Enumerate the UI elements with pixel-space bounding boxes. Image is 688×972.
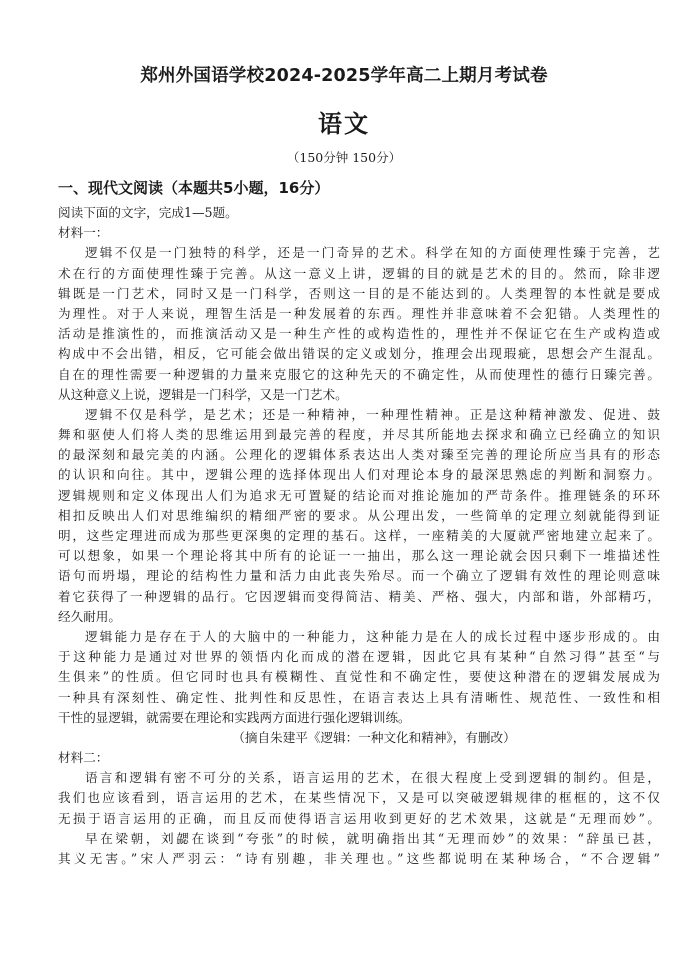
paragraph-line: 自在的理性需要一种逻辑的力量来克服它的这种先天的不确定性，从而使理性的德行日臻完善。 <box>58 366 660 382</box>
paragraph-line: 我们也应该看到，语言运用的艺术，在某些情况下，又是可以突破逻辑规律的框框的，这不仅 <box>58 790 660 806</box>
material1-label: 材料一： <box>58 225 109 241</box>
paragraph-line: 舞和驱使人们将人类的思维运用到最完善的程度，并尽其所能地去探求和确立已经确立的知识 <box>58 427 660 443</box>
paragraph-line: 可以想象，如果一个理论将其中所有的论证一一抽出，那么这一理论就会因只剩下一堆描述性 <box>58 548 660 564</box>
paragraph-line: 语句而坍塌，理论的结构性力量和活力由此丧失殆尽。而一个确立了逻辑有效性的理论则意味 <box>58 568 660 584</box>
time-info: （150分钟 150分） <box>286 150 402 165</box>
paragraph-line: 活动是推演性的，而推演活动又是一种生产性的或构造性的，理性并不保证它在生产或构造或 <box>58 326 660 342</box>
paragraph-line: 相扣反映出人们对思维编织的精细严密的要求。从公理出发，一些简单的定理立刻就能得到证 <box>58 507 660 523</box>
exam-title: 郑州外国语学校2024-2025学年高二上期月考试卷 <box>140 66 548 86</box>
material1-source: （摘自朱建平《逻辑：一种文化和精神》，有删改） <box>232 729 516 745</box>
paragraph-line: 术在行的方面使理性臻于完善。从这一意义上讲，逻辑的目的就是艺术的目的。然而，除非逻 <box>58 265 660 281</box>
paragraph-line: 的最深刻和最完美的内涵。公理化的逻辑体系表达出人类对臻至完善的理论所应当具有的形态 <box>58 447 660 463</box>
paragraph-line: 逻辑规则和定义体现出人们为追求无可置疑的结论而对推论施加的严苛条件。推理链条的环环 <box>58 487 660 503</box>
section-heading: 一、现代文阅读（本题共5小题，16分） <box>58 179 330 197</box>
paragraph-line: 明，这些定理进而成为那些更深奥的定理的基石。这样，一座精美的大厦就严密地建立起来了。 <box>58 528 660 543</box>
paragraph-line: 从这种意义上说，逻辑是一门科学，又是一门艺术。 <box>58 386 348 402</box>
paragraph-line: 经久耐用。 <box>58 608 121 624</box>
paragraph-line: 为理性。对于人来说，理智生活是一种发展着的东西。理性并非意味着不会犯错。人类理性的 <box>58 305 660 321</box>
paragraph-line: 着它获得了一种逻辑的品行。它因逻辑而变得简洁、精美、严格、强大，内部和谐，外部精巧， <box>58 588 660 604</box>
body-text <box>58 203 660 869</box>
paragraph-line: 逻辑能力是存在于人的大脑中的一种能力，这种能力是在人的成长过程中逐步形成的。由 <box>85 628 660 644</box>
paragraph-line: 的认识和向往。其中，逻辑公理的选择体现出人们对理论本身的最深思熟虑的判断和洞察力。 <box>58 467 660 483</box>
paragraph-line: 干性的显逻辑，就需要在理论和实践两方面进行强化逻辑训练。 <box>58 709 411 725</box>
material2-label: 材料二： <box>58 750 109 766</box>
paragraph-line: 逻辑不仅是科学，是艺术；还是一种精神，一种理性精神。正是这种精神激发、促进、鼓 <box>85 406 660 422</box>
paragraph-line: 于这种能力是通过对世界的领悟内化而成的潜在逻辑，因此它具有某种“自然习得”甚至“与 <box>58 649 660 665</box>
paragraph-line: 构成中不会出错，相反，它可能会做出错误的定义或划分，推理会出现瑕疵，思想会产生混乱。 <box>58 346 660 362</box>
paragraph-line: 早在梁朝，刘勰在谈到“夸张”的时候，就明确指出其“无理而妙”的效果：“辞虽已甚， <box>85 830 660 846</box>
paragraph-line: 语言和逻辑有密不可分的关系，语言运用的艺术，在很大程度上受到逻辑的制约。但是， <box>85 770 660 786</box>
paragraph-line: 其义无害。”宋人严羽云：“诗有别趣，非关理也。”这些都说明在某种场合，“不合逻辑” <box>58 851 660 866</box>
paragraph-line: 逻辑不仅是一门独特的科学，还是一门奇异的艺术。科学在知的方面使理性臻于完善，艺 <box>85 245 660 261</box>
paragraph-line: 一种具有深刻性、确定性、批判性和反思性，在语言表达上具有清晰性、规范性、一致性和相 <box>58 689 660 705</box>
subject-title: 语文 <box>318 110 370 138</box>
paragraph-line: 无损于语言运用的正确，而且反而使得语言运用收到更好的艺术效果，这就是“无理而妙”。 <box>58 810 660 826</box>
paragraph-line: 生俱来”的性质。但它同时也具有模糊性、直觉性和不确定性，要使这种潜在的逻辑发展成为 <box>58 669 660 685</box>
instruction: 阅读下面的文字，完成1—5题。 <box>58 205 238 220</box>
paragraph-line: 辑既是一门艺术，同时又是一门科学，否则这一目的是不能达到的。人类理智的本性就是要成 <box>58 285 660 301</box>
